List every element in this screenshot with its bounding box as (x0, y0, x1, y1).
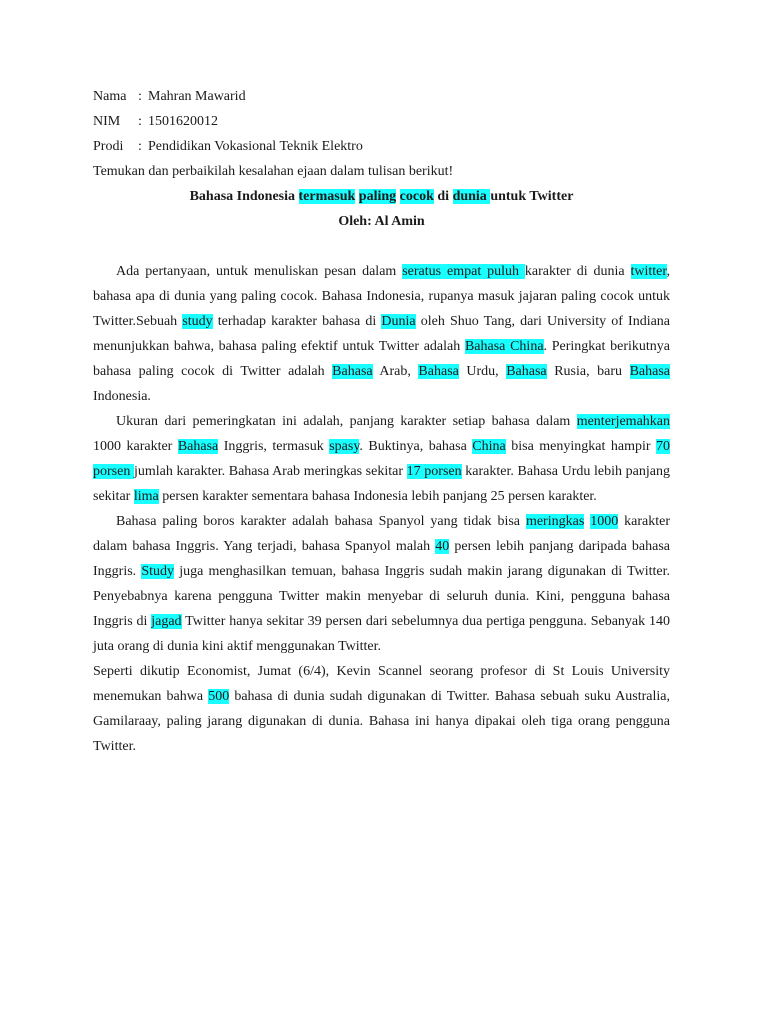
text-run: Urdu, (458, 364, 507, 379)
text-run: . Peringkat berikutnya bahasa paling cocok di Twitter adalah (93, 339, 670, 379)
highlighted-word: 17 porsen (406, 464, 462, 479)
nim-value: 1501620012 (148, 114, 218, 129)
header-row-nim (93, 109, 670, 134)
highlighted-word: lima (133, 489, 159, 504)
text-run: persen lebih panjang daripada bahasa Inggris. (93, 539, 670, 579)
text-run: 1000 karakter (93, 439, 178, 454)
highlighted-word: seratus empat puluh (402, 264, 525, 279)
highlighted-word: dunia (452, 189, 491, 204)
highlighted-word: cocok (399, 189, 434, 204)
nim-separator: : (138, 114, 142, 129)
highlighted-word: paling (358, 189, 397, 204)
text-run: Inggris, termasuk (218, 439, 330, 454)
highlighted-word: Bahasa (629, 364, 670, 379)
text-run: jumlah karakter. Bahasa Arab meringkas sekitar (133, 464, 407, 479)
prodi-separator: : (138, 139, 142, 154)
text-run: bisa menyingkat hampir (505, 439, 656, 454)
text-run: Ada pertanyaan, untuk menuliskan pesan dalam (116, 264, 403, 279)
student-header (93, 84, 670, 159)
text-run: Seperti dikutip Economist, Jumat (6/4), Kevin Scannel seorang profesor di St Louis University menemukan bahwa (93, 664, 670, 704)
header-row-name (93, 84, 670, 109)
highlighted-word: spasy (329, 439, 360, 454)
name-label: Nama (93, 89, 127, 104)
article-paragraph-3 (93, 509, 670, 659)
text-run: oleh Shuo Tang, dari University of Indiana menunjukkan bahwa, bahasa paling efektif untuk Twitter adalah (93, 314, 671, 354)
highlighted-word: Bahasa (506, 364, 547, 379)
document-page (93, 84, 670, 759)
text-run: karakter dalam bahasa Inggris. Yang terjadi, bahasa Spanyol malah (93, 514, 671, 554)
text-run: Rusia, baru (546, 364, 630, 379)
highlighted-word: meringkas (525, 514, 585, 529)
highlighted-word: Bahasa (332, 364, 373, 379)
text-run: juga menghasilkan temuan, bahasa Inggris sudah makin jarang digunakan di Twitter. Penyebabnya karena pengguna Twitter makin menyebar di seluruh dunia. Kini, pengguna bahasa Inggris di (93, 564, 670, 629)
highlighted-word: twitter (630, 264, 667, 279)
text-run: Indonesia. (93, 389, 151, 404)
highlighted-word: menterjemahkan (576, 414, 670, 429)
header-row-prodi (93, 134, 670, 159)
text-run: terhadap karakter bahasa di (212, 314, 382, 329)
article-body (93, 259, 670, 759)
article-paragraph-1 (93, 259, 670, 409)
text-run: Ukuran dari pemeringkatan ini adalah, panjang karakter setiap bahasa dalam (116, 414, 577, 429)
text-run: , bahasa apa di dunia yang paling cocok. Bahasa Indonesia, rupanya masuk jajaran paling cocok untuk Twitter.Sebuah (93, 264, 670, 329)
highlighted-word: study (182, 314, 213, 329)
assignment-instruction: Temukan dan perbaikilah kesalahan ejaan dalam tulisan berikut! (93, 164, 454, 179)
nim-label: NIM (93, 114, 121, 129)
highlighted-word: jagad (151, 614, 182, 629)
text-run: untuk Twitter (490, 189, 574, 204)
text-run: . Buktinya, bahasa (359, 439, 473, 454)
name-value: Mahran Mawarid (148, 89, 246, 104)
text-run: Arab, (372, 364, 419, 379)
highlighted-word: termasuk (298, 189, 356, 204)
prodi-label: Prodi (93, 139, 124, 154)
highlighted-word: Bahasa China (464, 339, 544, 354)
text-run: bahasa di dunia sudah digunakan di Twitter. Bahasa sebuah suku Australia, Gamilaraay, paling jarang digunakan di dunia. Bahasa ini hanya dipakai oleh tiga orang pengguna Twitter. (93, 689, 670, 754)
text-run: Bahasa paling boros karakter adalah bahasa Spanyol yang tidak bisa (116, 514, 526, 529)
article-paragraph-2 (93, 409, 670, 509)
highlighted-word: Dunia (381, 314, 416, 329)
text-run: di (433, 189, 453, 204)
text-run: karakter. Bahasa Urdu lebih panjang sekitar (93, 464, 671, 504)
text-run: karakter di dunia (524, 264, 631, 279)
highlighted-word: 1000 (590, 514, 619, 529)
highlighted-word: Study (141, 564, 175, 579)
highlighted-word: China (472, 439, 506, 454)
article-paragraph-4 (93, 659, 670, 759)
text-run: persen karakter sementara bahasa Indonesia lebih panjang 25 persen karakter. (158, 489, 597, 504)
highlighted-word: 500 (208, 689, 230, 704)
article-author: Oleh: Al Amin (338, 214, 425, 229)
highlighted-word: 70 porsen (93, 439, 670, 479)
text-run: Twitter hanya sekitar 39 persen dari sebelumnya dua pertiga pengguna. Sebanyak 140 juta orang di dunia kini aktif menggunakan Twitter. (93, 614, 670, 654)
highlighted-word: Bahasa (418, 364, 459, 379)
prodi-value: Pendidikan Vokasional Teknik Elektro (148, 139, 363, 154)
article-title (93, 184, 670, 209)
highlighted-word: Bahasa (177, 439, 219, 454)
name-separator: : (138, 89, 142, 104)
highlighted-word: 40 (435, 539, 450, 554)
text-run: Bahasa Indonesia (189, 189, 299, 204)
